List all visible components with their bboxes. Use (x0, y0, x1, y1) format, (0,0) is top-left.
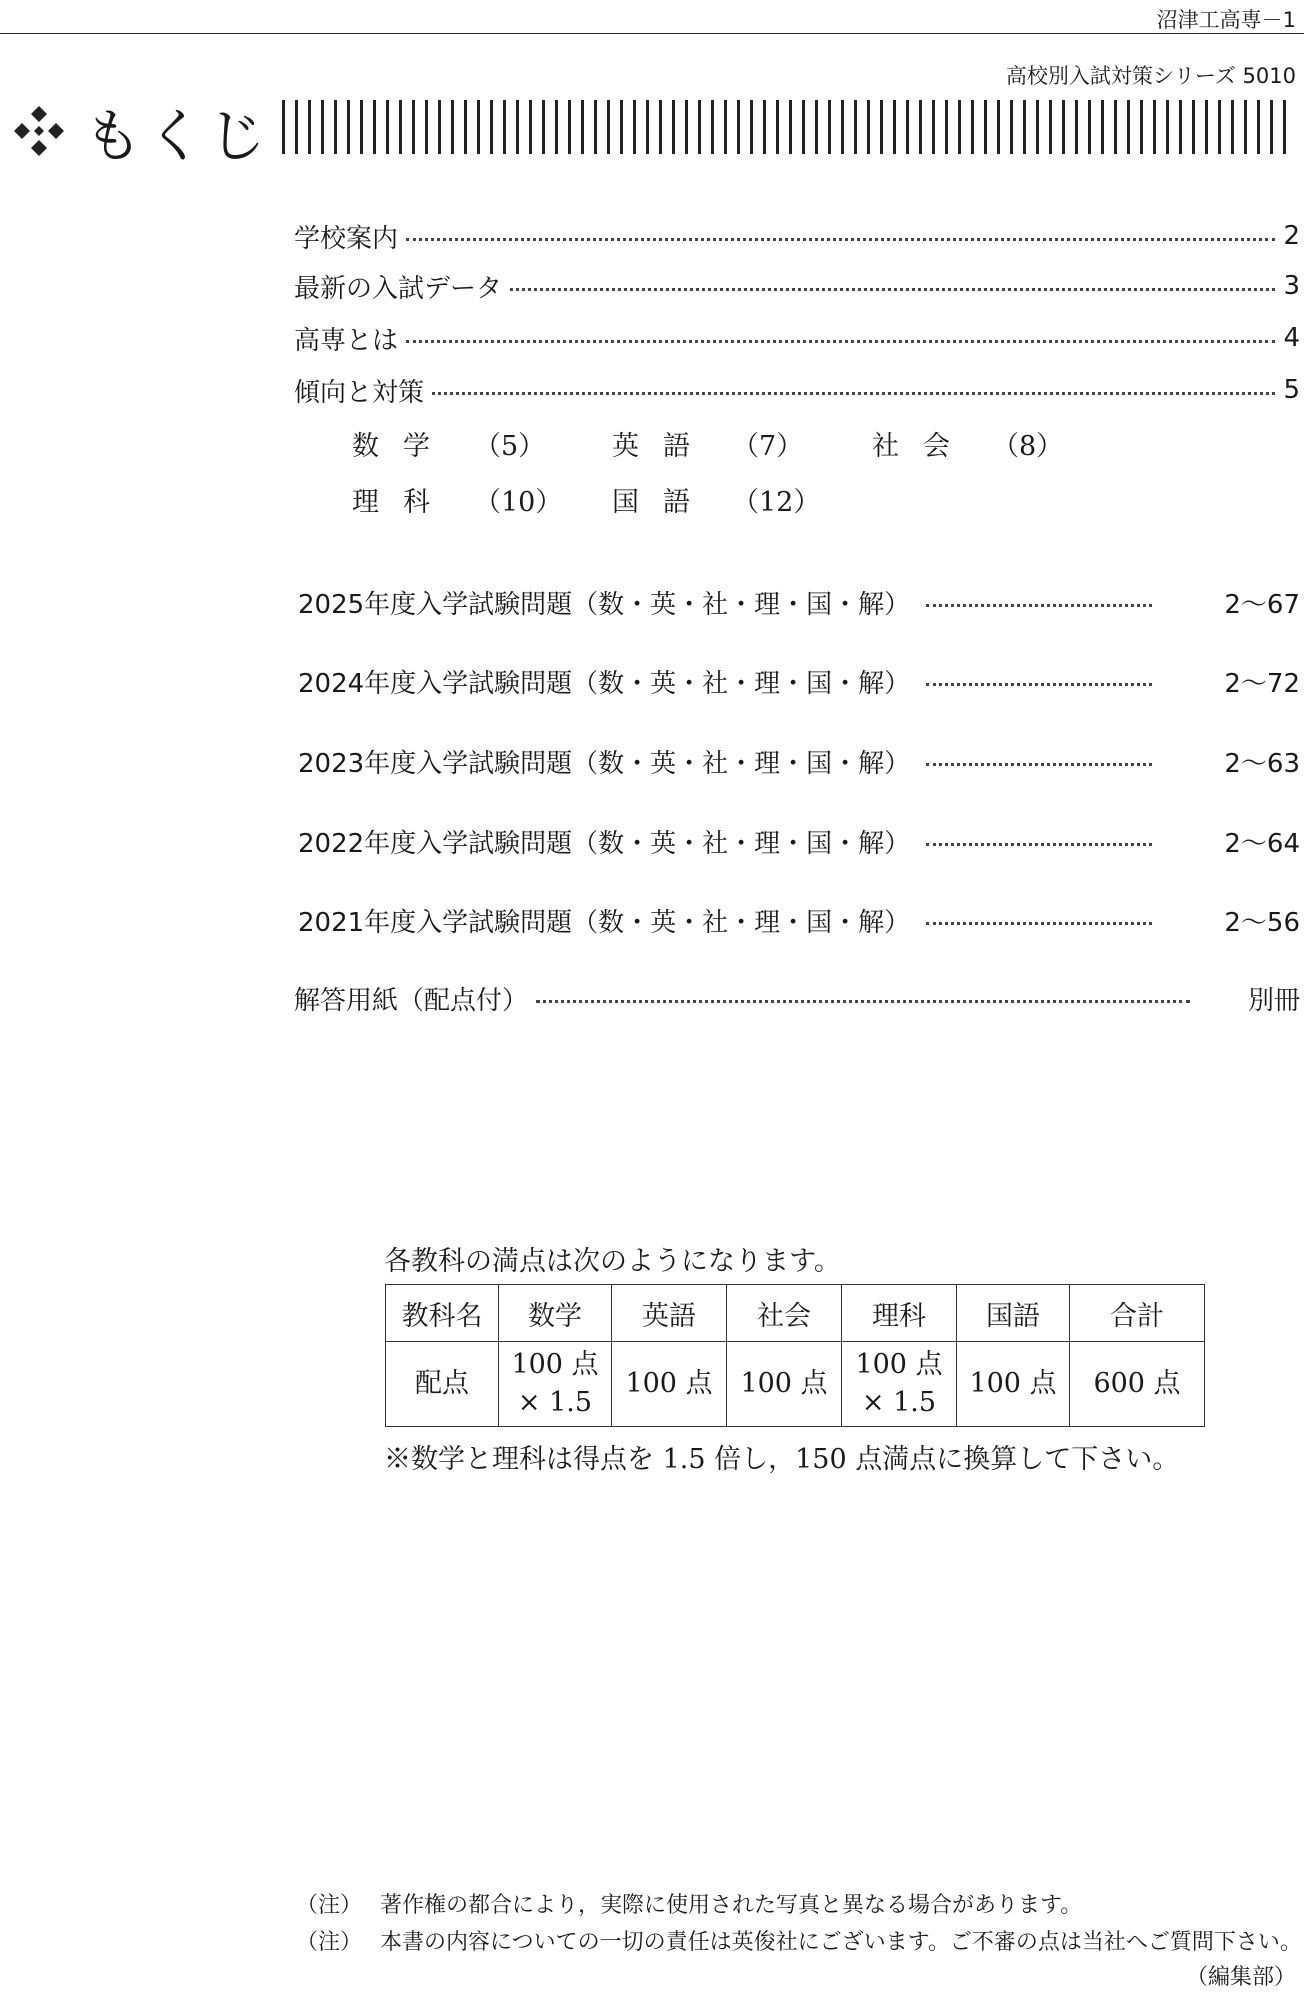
subject-name: 英語 (612, 431, 714, 462)
subject-name: 国語 (612, 487, 714, 518)
toc-leader (536, 1000, 1190, 1003)
subject-name: 理科 (352, 487, 454, 518)
score-multiplier: × 1.5 (861, 1387, 937, 1418)
toc-item[interactable] (294, 370, 1300, 410)
subject-page[interactable]: （10） (474, 487, 563, 518)
subject-page[interactable]: （5） (474, 431, 546, 462)
note-mark: （注） (296, 1930, 363, 1955)
score-multiplier: × 1.5 (517, 1387, 593, 1418)
subject-page[interactable]: （12） (732, 487, 821, 518)
toc-item[interactable] (294, 216, 1300, 256)
table-header-cell: 教科名 (386, 1285, 499, 1342)
toc-page: 5 (1283, 375, 1300, 405)
table-header-cell: 英語 (612, 1285, 727, 1342)
toc-page: 4 (1283, 323, 1300, 353)
exam-pages: 2～72 (1224, 668, 1300, 699)
running-head: 沼津工高専－1 (1156, 8, 1296, 32)
score-cell: 100 点 (957, 1342, 1070, 1427)
exam-item[interactable] (298, 899, 1300, 941)
score-cell: 100 点 (727, 1342, 842, 1427)
toc-page: 3 (1283, 271, 1300, 301)
note-text: 著作権の都合により，実際に使用された写真と異なる場合があります。 (380, 1893, 1083, 1918)
exam-pages: 2～56 (1224, 907, 1300, 938)
score-cell (842, 1342, 957, 1427)
table-header-cell: 数学 (499, 1285, 612, 1342)
exam-item[interactable] (298, 581, 1300, 623)
score-cell: 100 点 (612, 1342, 727, 1427)
score-value: 100 点 (855, 1349, 943, 1380)
exam-leader (926, 922, 1152, 925)
toc-page: 2 (1283, 221, 1300, 251)
four-diamond-icon (8, 100, 70, 162)
exam-item[interactable] (298, 660, 1300, 702)
exam-label: 2023年度入学試験問題（数・英・社・理・国・解） (298, 748, 911, 779)
exam-label: 2022年度入学試験問題（数・英・社・理・国・解） (298, 828, 911, 859)
answer-sheet-page: 別冊 (1247, 985, 1300, 1016)
subject-page[interactable]: （7） (732, 431, 804, 462)
table-row (386, 1342, 1205, 1427)
answer-sheet-label: 解答用紙（配点付） (294, 985, 529, 1016)
editor-note: （編集部） (1185, 1965, 1296, 1990)
toc-item[interactable] (294, 318, 1300, 358)
score-note: ※数学と理科は得点を 1.5 倍し，150 点満点に換算して下さい。 (384, 1444, 1180, 1475)
exam-leader (926, 763, 1152, 766)
exam-pages: 2～64 (1224, 828, 1300, 859)
exam-label: 2021年度入学試験問題（数・英・社・理・国・解） (298, 907, 911, 938)
note-mark: （注） (296, 1893, 363, 1918)
title-decoration-bars (282, 100, 1294, 154)
toc-leader (432, 392, 1275, 395)
toc-leader (406, 340, 1275, 343)
answer-sheet-item[interactable] (294, 978, 1300, 1018)
exam-leader (926, 683, 1152, 686)
footer-note (296, 1888, 1082, 1919)
score-value: 100 点 (511, 1349, 599, 1380)
score-intro: 各教科の満点は次のようになります。 (384, 1246, 841, 1277)
score-table (385, 1284, 1205, 1427)
toc-label: 高専とは (294, 325, 399, 356)
exam-item[interactable] (298, 740, 1300, 782)
title-row (8, 96, 271, 170)
header-rule (0, 33, 1304, 34)
note-text: 本書の内容についての一切の責任は英俊社にございます。ご不審の点は当社へご質問下さい。 (380, 1930, 1302, 1955)
series-label: 高校別入試対策シリーズ 5010 (1005, 64, 1296, 88)
page-title: もくじ (84, 102, 271, 170)
exam-pages: 2～67 (1224, 589, 1300, 620)
exam-pages: 2～63 (1224, 748, 1300, 779)
toc-item[interactable] (294, 266, 1300, 306)
toc-label: 学校案内 (294, 223, 399, 254)
toc-label: 最新の入試データ (294, 273, 503, 304)
exam-label: 2025年度入学試験問題（数・英・社・理・国・解） (298, 589, 911, 620)
toc-leader (406, 238, 1275, 241)
table-header-cell: 国語 (957, 1285, 1070, 1342)
table-header-cell: 合計 (1070, 1285, 1205, 1342)
table-header-cell: 社会 (727, 1285, 842, 1342)
subject-name: 社会 (872, 431, 974, 462)
toc-leader (510, 288, 1275, 291)
toc-label: 傾向と対策 (294, 377, 425, 408)
subject-name: 数学 (352, 431, 454, 462)
row-label: 配点 (386, 1342, 499, 1427)
exam-leader (926, 604, 1152, 607)
table-header-row (386, 1285, 1205, 1342)
score-cell: 600 点 (1070, 1342, 1205, 1427)
footer-note (296, 1925, 1302, 1956)
score-cell (499, 1342, 612, 1427)
exam-item[interactable] (298, 820, 1300, 862)
table-header-cell: 理科 (842, 1285, 957, 1342)
exam-leader (926, 843, 1152, 846)
exam-label: 2024年度入学試験問題（数・英・社・理・国・解） (298, 668, 911, 699)
subject-page[interactable]: （8） (992, 431, 1064, 462)
